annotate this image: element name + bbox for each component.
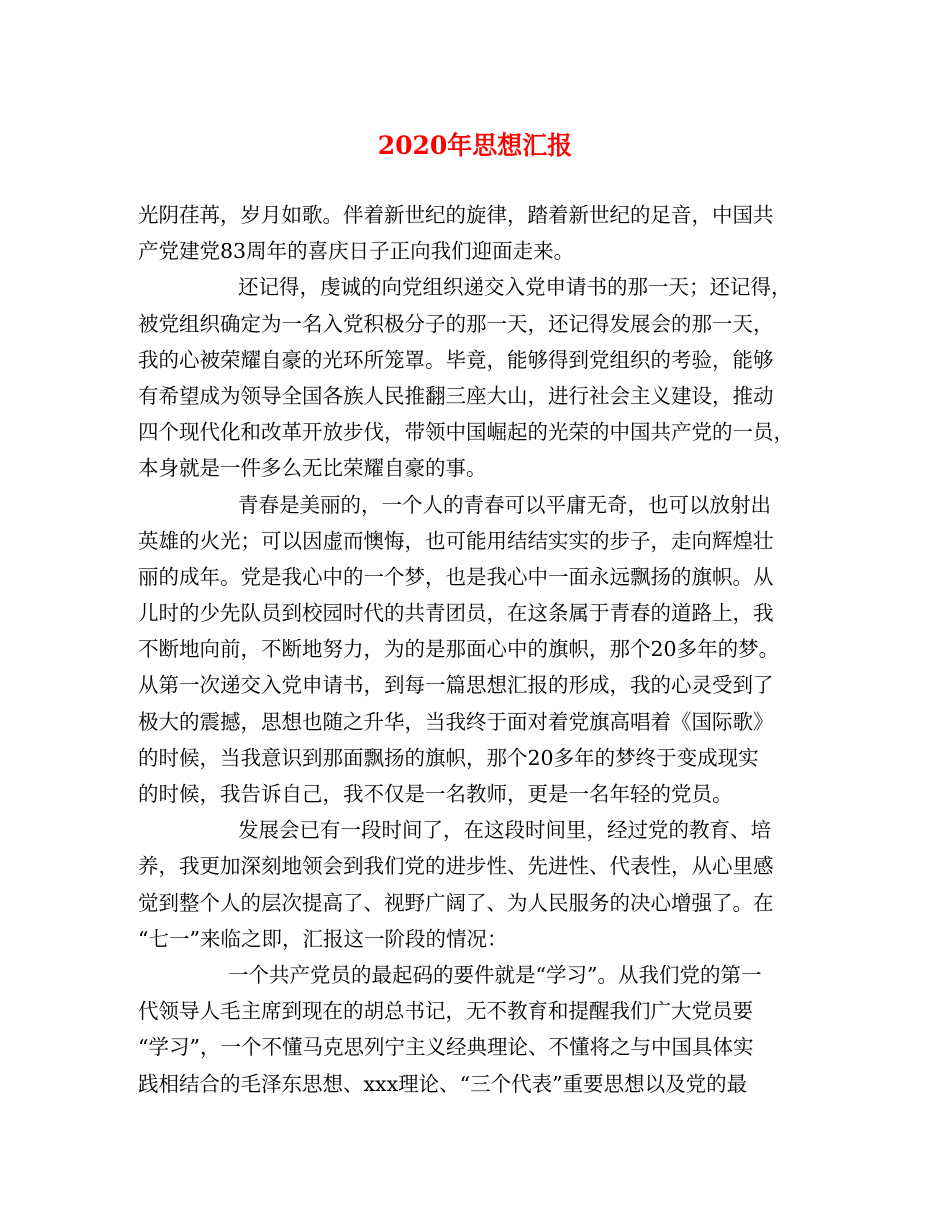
- text-line: 践相结合的毛泽东思想、xxx理论、“三个代表”重要思想以及党的最: [138, 1071, 748, 1096]
- text-line: 产党建党83周年的喜庆日子正向我们迎面走来。: [138, 239, 575, 264]
- text-line: 从第一次递交入党申请书，到每一篇思想汇报的形成，我的心灵受到了: [138, 673, 774, 698]
- text-line: 四个现代化和改革开放步伐，带领中国崛起的光荣的中国共产党的一员，: [138, 420, 794, 445]
- text-line: 代领导人毛主席到现在的胡总书记，无不教育和提醒我们广大党员要: [138, 999, 753, 1024]
- paragraph-start-line: 青春是美丽的，一个人的青春可以平庸无奇，也可以放射出: [238, 492, 771, 517]
- text-line: 丽的成年。党是我心中的一个梦，也是我心中一面永远飘扬的旗帜。从: [138, 564, 774, 589]
- document-body: [138, 197, 828, 1102]
- text-line: 不断地向前，不断地努力，为的是那面心中的旗帜，那个20多年的梦。: [138, 637, 780, 662]
- text-line: 我的心被荣耀自豪的光环所笼罩。毕竟，能够得到党组织的考验，能够: [138, 347, 774, 372]
- text-line: 极大的震撼，思想也随之升华，当我终于面对着党旗高唱着《国际歌》: [138, 709, 774, 734]
- paragraph-start-line: 一个共产党员的最起码的要件就是“学习”。从我们党的第一: [228, 962, 762, 987]
- text-line: 养，我更加深刻地领会到我们党的进步性、先进性、代表性，从心里感: [138, 854, 774, 879]
- text-line: 的时候，我告诉自己，我不仅是一名教师，更是一名年轻的党员。: [138, 782, 733, 806]
- text-line: “七一”来临之即，汇报这一阶段的情况：: [138, 926, 508, 951]
- paragraph-start-line: 还记得，虔诚的向党组织递交入党申请书的那一天；还记得，: [238, 275, 792, 300]
- paragraph-start-line: 发展会已有一段时间了，在这段时间里，经过党的教育、培: [238, 818, 771, 843]
- text-line: “学习”，一个不懂马克思列宁主义经典理论、不懂将之与中国具体实: [138, 1035, 754, 1060]
- text-line: 觉到整个人的层次提高了、视野广阔了、为人民服务的决心增强了。在: [138, 890, 774, 915]
- text-line: 本身就是一件多么无比荣耀自豪的事。: [138, 456, 487, 481]
- text-line: 英雄的火光；可以因虚而懊悔，也可能用结结实实的步子，走向辉煌壮: [138, 528, 774, 553]
- text-line: 儿时的少先队员到校园时代的共青团员，在这条属于青春的道路上，我: [138, 601, 774, 626]
- text-line: 光阴荏苒，岁月如歌。伴着新世纪的旋律，踏着新世纪的足音，中国共: [138, 203, 774, 227]
- text-line: 被党组织确定为一名入党积极分子的那一天，还记得发展会的那一天，: [138, 311, 774, 336]
- text-line: 的时候，当我意识到那面飘扬的旗帜，那个20多年的梦终于变成现实: [138, 745, 759, 770]
- document-title: 2020年思想汇报: [377, 131, 573, 160]
- text-line: 有希望成为领导全国各族人民推翻三座大山，进行社会主义建设，推动: [138, 383, 774, 408]
